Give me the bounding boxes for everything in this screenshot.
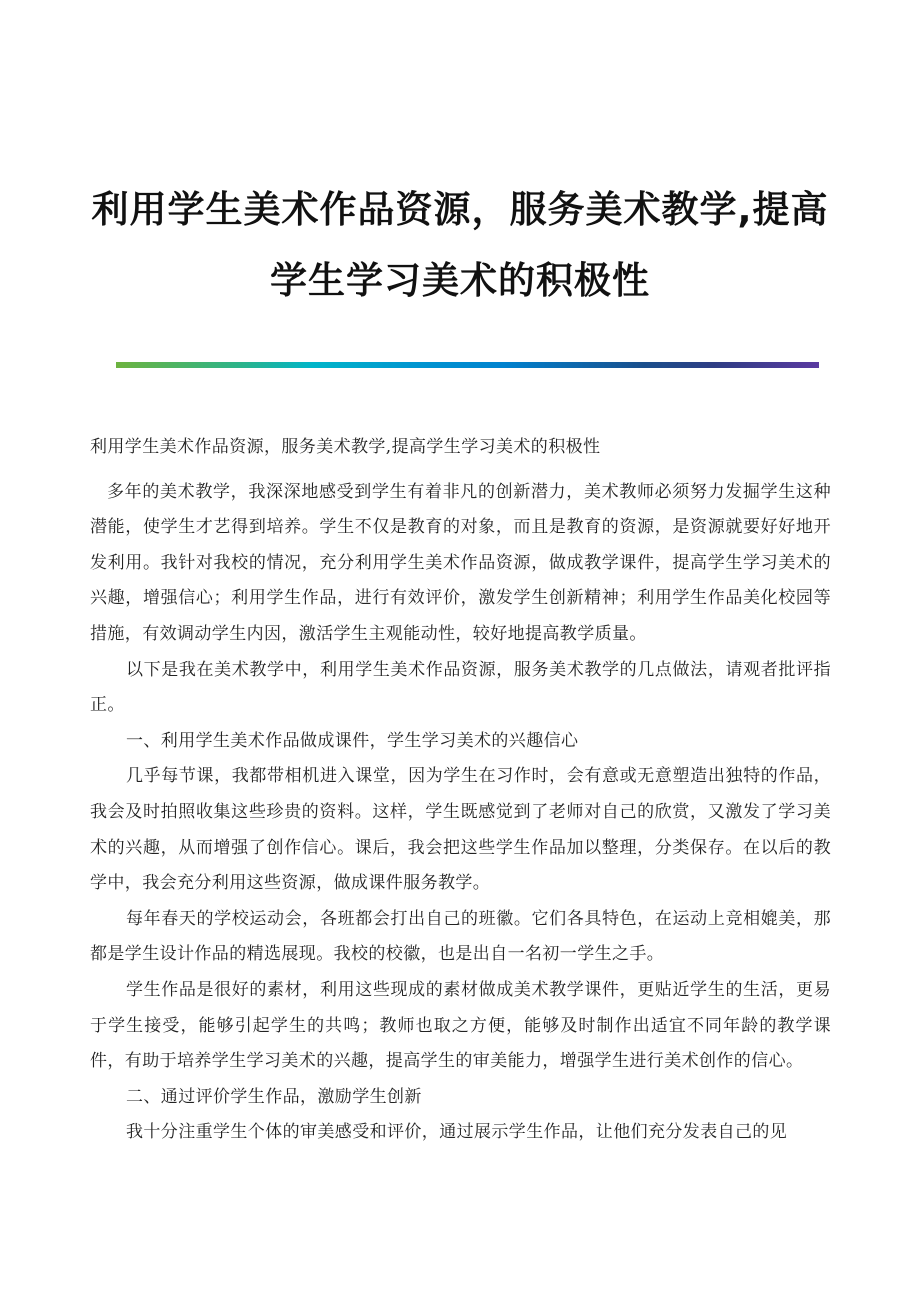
paragraph: 学生作品是很好的素材，利用这些现成的素材做成美术教学课件，更贴近学生的生活，更易于学生接受，能够引起学生的共鸣；教师也取之方便，能够及时制作出适宜不同年龄的教学课件，有助于培养学生学习美术的兴趣，提高学生的审美能力，增强学生进行美术创作的信心。	[90, 979, 831, 1072]
paragraph-preface: 以下是我在美术教学中，利用学生美术作品资源，服务美术教学的几点做法，请观者批评指正。	[90, 659, 831, 716]
document-body	[90, 430, 831, 1151]
document-subtitle: 利用学生美术作品资源，服务美术教学,提高学生学习美术的积极性	[90, 437, 601, 457]
section-heading-1: 一、利用学生美术作品做成课件，学生学习美术的兴趣信心	[126, 730, 579, 751]
section-heading-2: 二、通过评价学生作品，激励学生创新	[126, 1086, 422, 1107]
paragraph-intro: 多年的美术教学，我深深地感受到学生有着非凡的创新潜力，美术教师必须努力发掘学生这种潜能，使学生才艺得到培养。学生不仅是教育的对象，而且是教育的资源，是资源就要好好地开发利用。我针对我校的情况，充分利用学生美术作品资源，做成教学课件，提高学生学习美术的兴趣，增强信心；利用学生作品，进行有效评价，激发学生创新精神；利用学生作品美化校园等措施，有效调动学生内因，激活学生主观能动性，较好地提高教学质量。	[90, 481, 831, 644]
document-title-line-2: 学生学习美术的积极性	[270, 259, 650, 302]
document-title-line-1: 利用学生美术作品资源，服务美术教学,提高	[91, 188, 829, 231]
paragraph: 我十分注重学生个体的审美感受和评价，通过展示学生作品，让他们充分发表自己的见	[126, 1122, 788, 1143]
gradient-divider	[116, 362, 819, 368]
paragraph: 每年春天的学校运动会，各班都会打出自己的班徽。它们各具特色，在运动上竞相媲美，那都是学生设计作品的精选展现。我校的校徽，也是出自一名初一学生之手。	[90, 908, 831, 965]
paragraph: 几乎每节课，我都带相机进入课堂，因为学生在习作时，会有意或无意塑造出独特的作品，我会及时拍照收集这些珍贵的资料。这样，学生既感觉到了老师对自己的欣赏，又激发了学习美术的兴趣，从而增强了创作信心。课后，我会把这些学生作品加以整理，分类保存。在以后的教学中，我会充分利用这些资源，做成课件服务教学。	[90, 766, 831, 894]
